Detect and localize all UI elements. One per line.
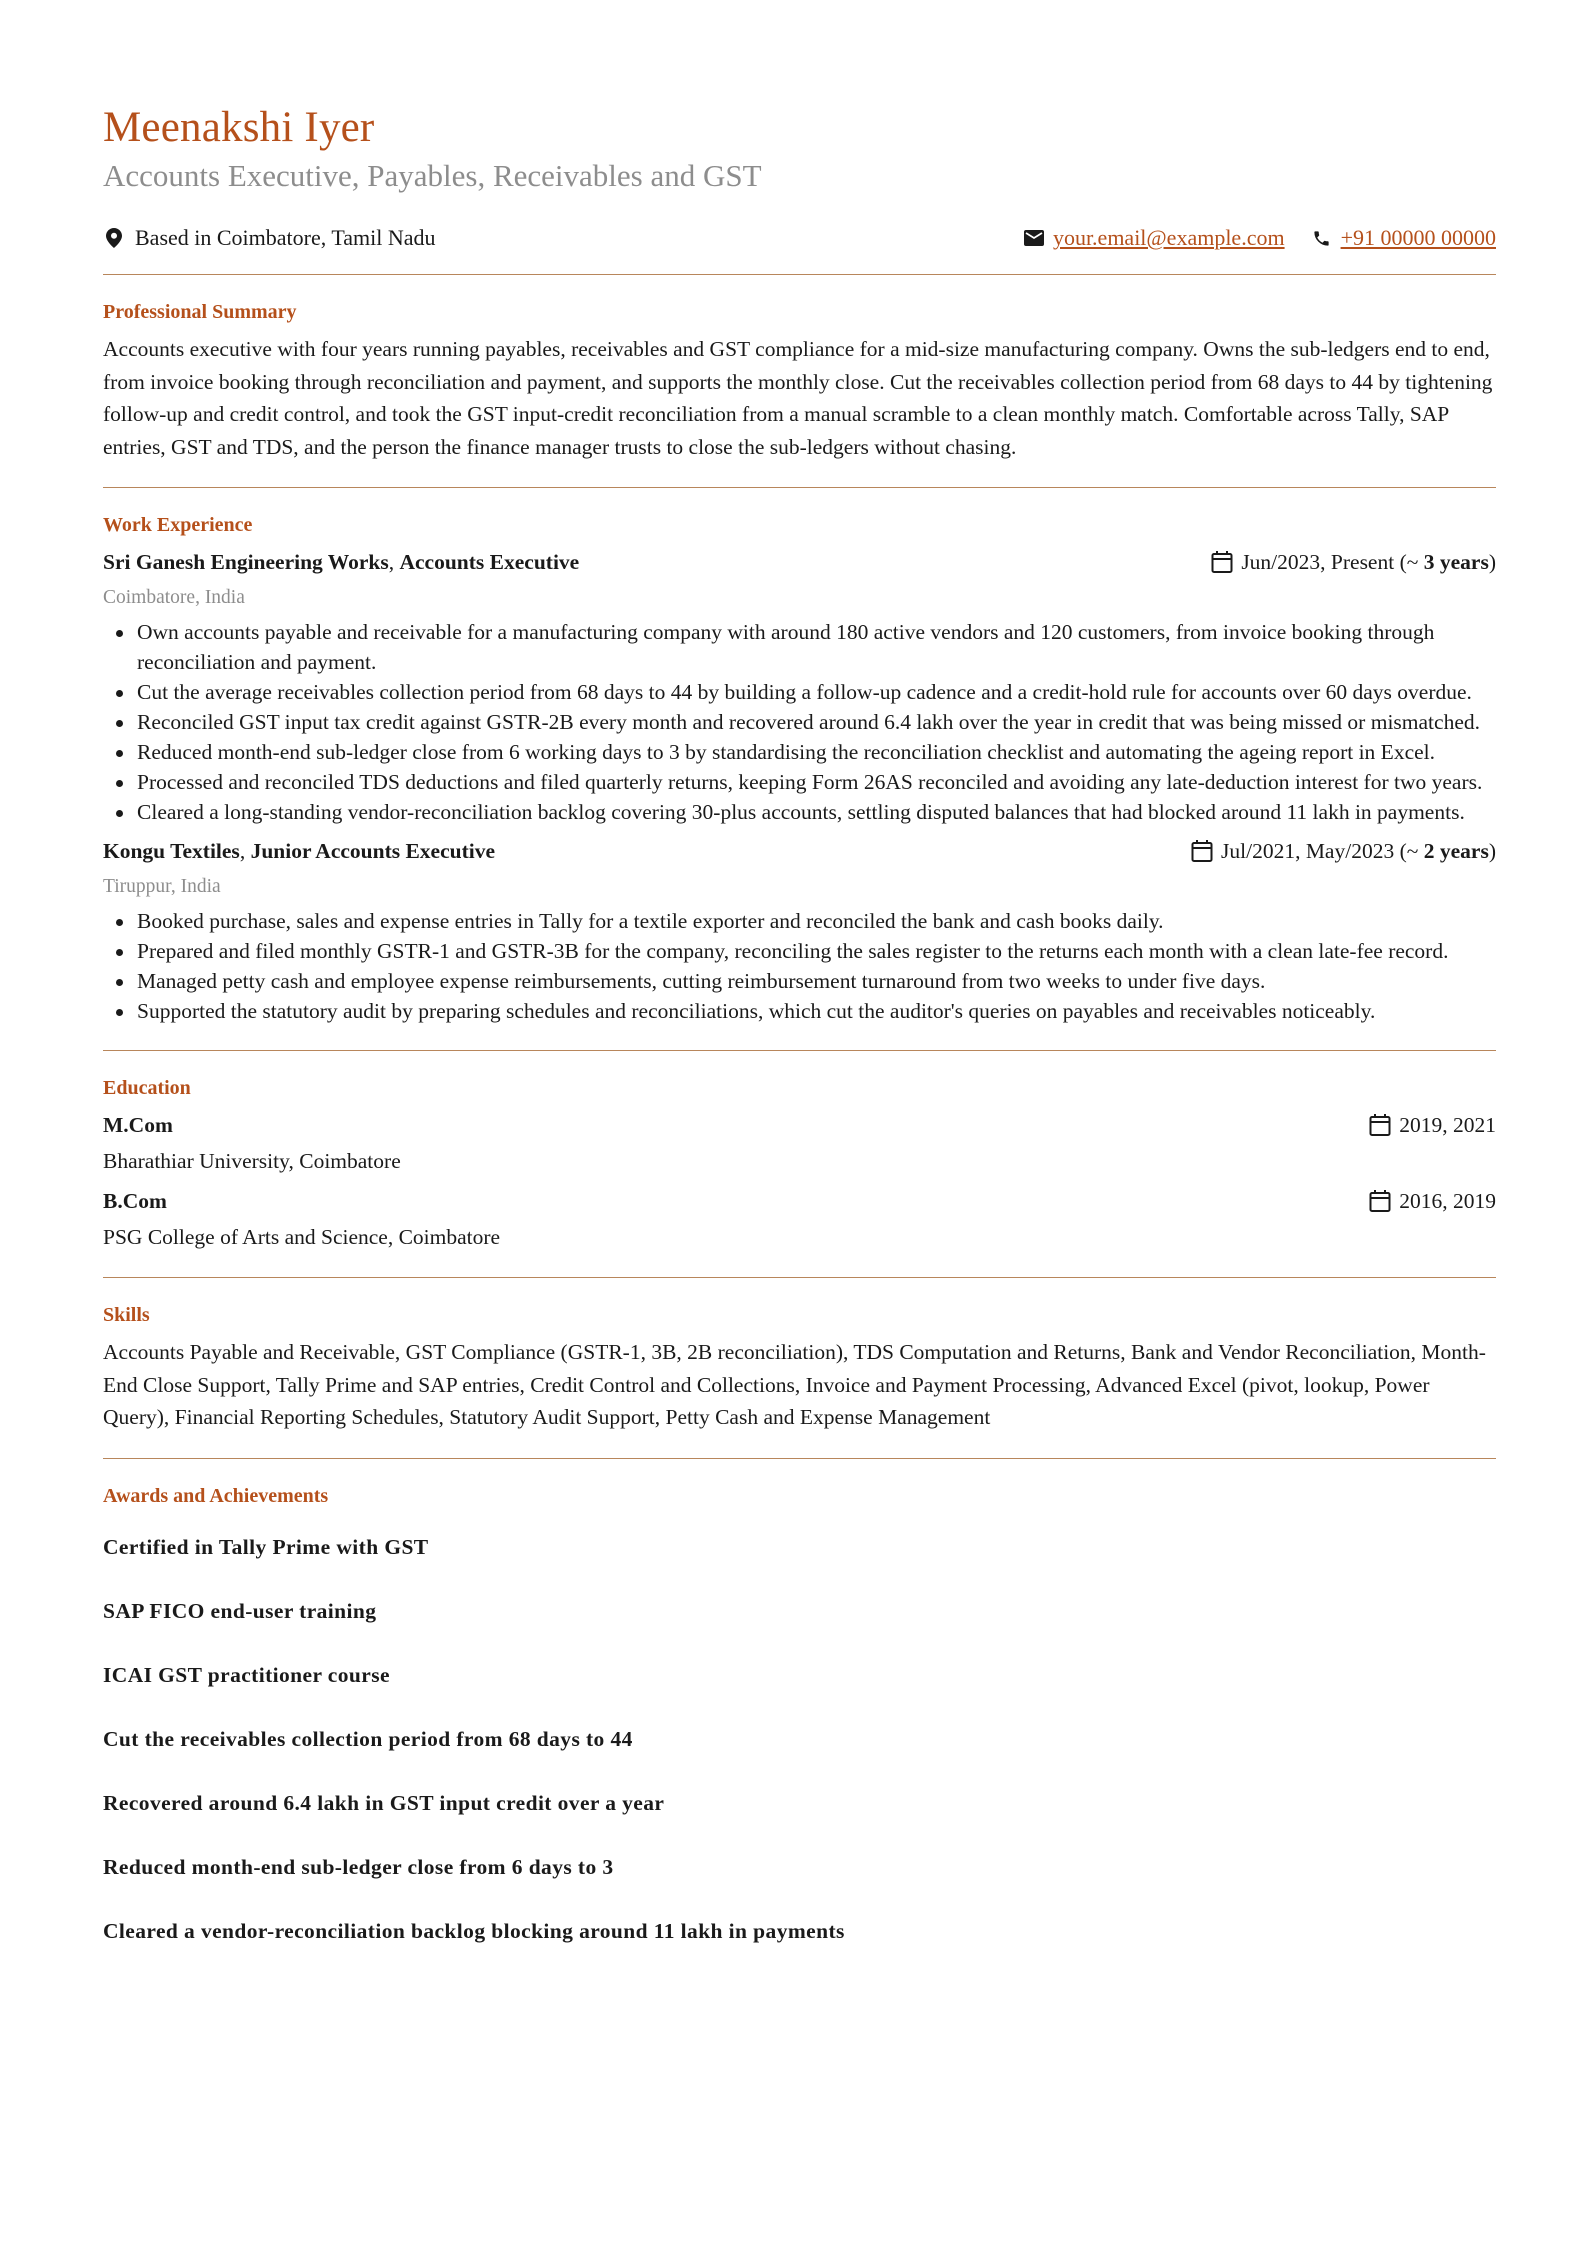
- job-entry: [103, 546, 1496, 827]
- date-range: 2016, 2019: [1399, 1189, 1496, 1213]
- award-item: SAP FICO end-user training: [103, 1598, 377, 1623]
- job-role: Accounts Executive: [399, 550, 580, 574]
- bullet-item: Booked purchase, sales and expense entries in Tally for a textile exporter and reconciled the bank and cash books daily.: [103, 906, 1496, 936]
- job-header: [103, 546, 1496, 578]
- award-item: ICAI GST practitioner course: [103, 1662, 390, 1687]
- section-heading: Work Experience: [103, 514, 253, 536]
- calendar-icon: [1191, 840, 1213, 862]
- separator: ,: [388, 550, 400, 574]
- date-close: ): [1488, 839, 1496, 863]
- bullet-item: Supported the statutory audit by preparing schedules and reconciliations, which cut the auditor's queries on payables and receivables noticeably.: [103, 996, 1496, 1026]
- map-pin-icon: [103, 227, 125, 249]
- section-heading: Skills: [103, 1304, 150, 1326]
- job-title: [103, 835, 495, 867]
- calendar-icon: [1211, 551, 1233, 573]
- award-item: Reduced month-end sub-ledger close from 6 days to 3: [103, 1854, 614, 1879]
- bullet-item: Prepared and filed monthly GSTR-1 and GSTR-3B for the company, reconciling the sales register to the returns each month with a clean late-fee record.: [103, 936, 1496, 966]
- job-dates: [1191, 835, 1496, 867]
- experience-section: [103, 488, 1496, 1050]
- bullet-item: Own accounts payable and receivable for a manufacturing company with around 180 active vendors and 120 customers, from invoice booking through reconciliation and payment.: [103, 617, 1496, 677]
- school-name: Bharathiar University, Coimbatore: [103, 1149, 401, 1173]
- education-header: [103, 1109, 1496, 1141]
- calendar-icon: [1369, 1114, 1391, 1136]
- job-bullets: [103, 617, 1496, 827]
- education-entry: [103, 1109, 1496, 1177]
- job-bullets: [103, 906, 1496, 1026]
- education-section: [103, 1051, 1496, 1277]
- job-dates: [1211, 546, 1496, 578]
- award-item: Cleared a vendor-reconciliation backlog blocking around 11 lakh in payments: [103, 1918, 845, 1943]
- contact-row: [103, 222, 1496, 254]
- award-item: Recovered around 6.4 lakh in GST input credit over a year: [103, 1790, 665, 1815]
- summary-text: Accounts executive with four years running payables, receivables and GST compliance for a mid-size manufacturing company. Owns the sub-ledgers end to end, from invoice booking through reconciliation and payment, and supports the monthly close. Cut the receivables collection period from 68 days to 44 by tightening follow-up and credit control, and took the GST input-credit reconciliation from a manual scramble to a clean monthly match. Comfortable across Tally, SAP entries, GST and TDS, and the person the finance manager trusts to close the sub-ledgers without chasing.: [103, 337, 1493, 459]
- bullet-item: Reduced month-end sub-ledger close from 6 working days to 3 by standardising the reconciliation checklist and automating the ageing report in Excel.: [103, 737, 1496, 767]
- awards-list: [103, 1531, 1496, 1947]
- date-close: ): [1488, 550, 1496, 574]
- email-link[interactable]: your.email@example.com: [1052, 225, 1285, 250]
- degree: M.Com: [103, 1113, 173, 1137]
- location: [103, 225, 436, 251]
- candidate-name: Meenakshi Iyer: [103, 104, 375, 151]
- job-location: Coimbatore, India: [103, 587, 245, 608]
- bullet-item: Cut the average receivables collection period from 68 days to 44 by building a follow-up cadence and a credit-hold rule for accounts over 60 days overdue.: [103, 677, 1496, 707]
- award-item: Cut the receivables collection period from 68 days to 44: [103, 1726, 633, 1751]
- company-name: Sri Ganesh Engineering Works: [103, 550, 389, 574]
- education-dates: [1369, 1185, 1496, 1217]
- bullet-item: Processed and reconciled TDS deductions and filed quarterly returns, keeping Form 26AS reconciled and avoiding any late-deduction interest for two years.: [103, 767, 1496, 797]
- awards-section: [103, 1459, 1496, 1971]
- candidate-title: Accounts Executive, Payables, Receivables and GST: [103, 158, 762, 193]
- job-role: Junior Accounts Executive: [250, 839, 496, 863]
- bullet-item: Reconciled GST input tax credit against GSTR-2B every month and recovered around 6.4 lakh over the year in credit that was being missed or mismatched.: [103, 707, 1496, 737]
- company-name: Kongu Textiles: [103, 839, 240, 863]
- email-contact: [1023, 225, 1285, 251]
- job-title: [103, 546, 579, 578]
- award-item: Certified in Tally Prime with GST: [103, 1534, 429, 1559]
- phone-link[interactable]: +91 00000 00000: [1340, 225, 1496, 250]
- job-header: [103, 835, 1496, 867]
- job-entry: [103, 835, 1496, 1026]
- skills-section: [103, 1278, 1496, 1458]
- job-location: Tiruppur, India: [103, 876, 221, 897]
- summary-section: [103, 275, 1496, 487]
- calendar-icon: [1369, 1190, 1391, 1212]
- duration: 2 years: [1423, 839, 1489, 863]
- envelope-icon: [1023, 227, 1045, 249]
- date-range: 2019, 2021: [1399, 1113, 1496, 1137]
- phone-contact: [1311, 225, 1496, 251]
- contact-links: [1023, 225, 1496, 251]
- date-range: Jun/2023, Present (~: [1241, 550, 1424, 574]
- separator: ,: [239, 839, 251, 863]
- section-heading: Education: [103, 1077, 191, 1099]
- date-range: Jul/2021, May/2023 (~: [1221, 839, 1424, 863]
- section-heading: Professional Summary: [103, 301, 297, 323]
- bullet-item: Managed petty cash and employee expense reimbursements, cutting reimbursement turnaround from two weeks to under five days.: [103, 966, 1496, 996]
- degree: B.Com: [103, 1189, 167, 1213]
- location-text: Based in Coimbatore, Tamil Nadu: [135, 225, 436, 250]
- skills-text: Accounts Payable and Receivable, GST Compliance (GSTR-1, 3B, 2B reconciliation), TDS Computation and Returns, Bank and Vendor Reconciliation, Month-End Close Support, Tally Prime and SAP entries, Credit Control and Collections, Invoice and Payment Processing, Advanced Excel (pivot, lookup, Power Query), Financial Reporting Schedules, Statutory Audit Support, Petty Cash and Expense Management: [103, 1340, 1486, 1429]
- education-header: [103, 1185, 1496, 1217]
- phone-icon: [1311, 227, 1333, 249]
- school-name: PSG College of Arts and Science, Coimbatore: [103, 1225, 501, 1249]
- education-entry: [103, 1185, 1496, 1253]
- duration: 3 years: [1423, 550, 1489, 574]
- education-dates: [1369, 1109, 1496, 1141]
- bullet-item: Cleared a long-standing vendor-reconciliation backlog covering 30-plus accounts, settling disputed balances that had blocked around 11 lakh in payments.: [103, 797, 1496, 827]
- resume-page: [103, 100, 1496, 1971]
- section-heading: Awards and Achievements: [103, 1484, 329, 1507]
